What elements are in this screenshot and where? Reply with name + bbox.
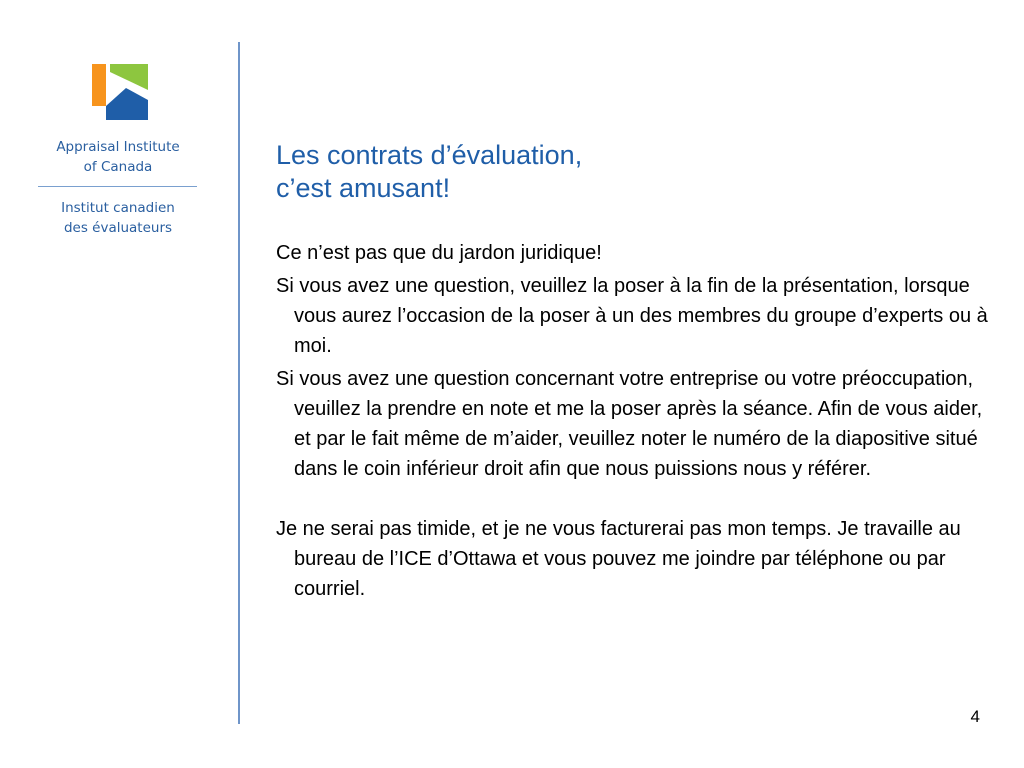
slide-number: 4 [970, 707, 980, 726]
org-name-french-line: Institut canadien [61, 200, 175, 216]
slide-title-line: Les contrats d’évaluation, [276, 140, 583, 170]
slide-body [276, 238, 996, 607]
slide-title-line: c’est amusant! [276, 173, 451, 203]
logo-green-shape [110, 64, 148, 90]
body-paragraph: Si vous avez une question concernant votre entreprise ou votre préoccupation, veuillez la prendre en note et me la poser après la séance. Afin de vous aider, et par le fait même de m’aider, veuillez noter le numéro de la diapositive situé dans le coin inférieur droit afin que nous puissions nous y référer. [276, 368, 983, 480]
vertical-divider [238, 42, 240, 724]
org-name-english-line: of Canada [83, 159, 153, 175]
org-name-english-line: Appraisal Institute [56, 139, 180, 155]
org-name-french-line: des évaluateurs [63, 220, 173, 236]
org-name-french [38, 198, 198, 238]
logo-divider [38, 186, 197, 187]
body-paragraph: Ce n’est pas que du jardon juridique! [276, 242, 602, 264]
logo-orange-square [92, 64, 106, 106]
aic-logo-icon [92, 64, 148, 120]
org-name-english [38, 137, 198, 177]
logo-blue-shape [106, 88, 148, 120]
body-paragraph: Si vous avez une question, veuillez la poser à la fin de la présentation, lorsque vous aurez l’occasion de la poser à un des membres du groupe d’experts ou à moi. [276, 275, 988, 357]
body-paragraph: Je ne serai pas timide, et je ne vous facturerai pas mon temps. Je travaille au bureau de l’ICE d’Ottawa et vous pouvez me joindre par téléphone ou par courriel. [276, 518, 961, 600]
slide-title [276, 139, 582, 205]
